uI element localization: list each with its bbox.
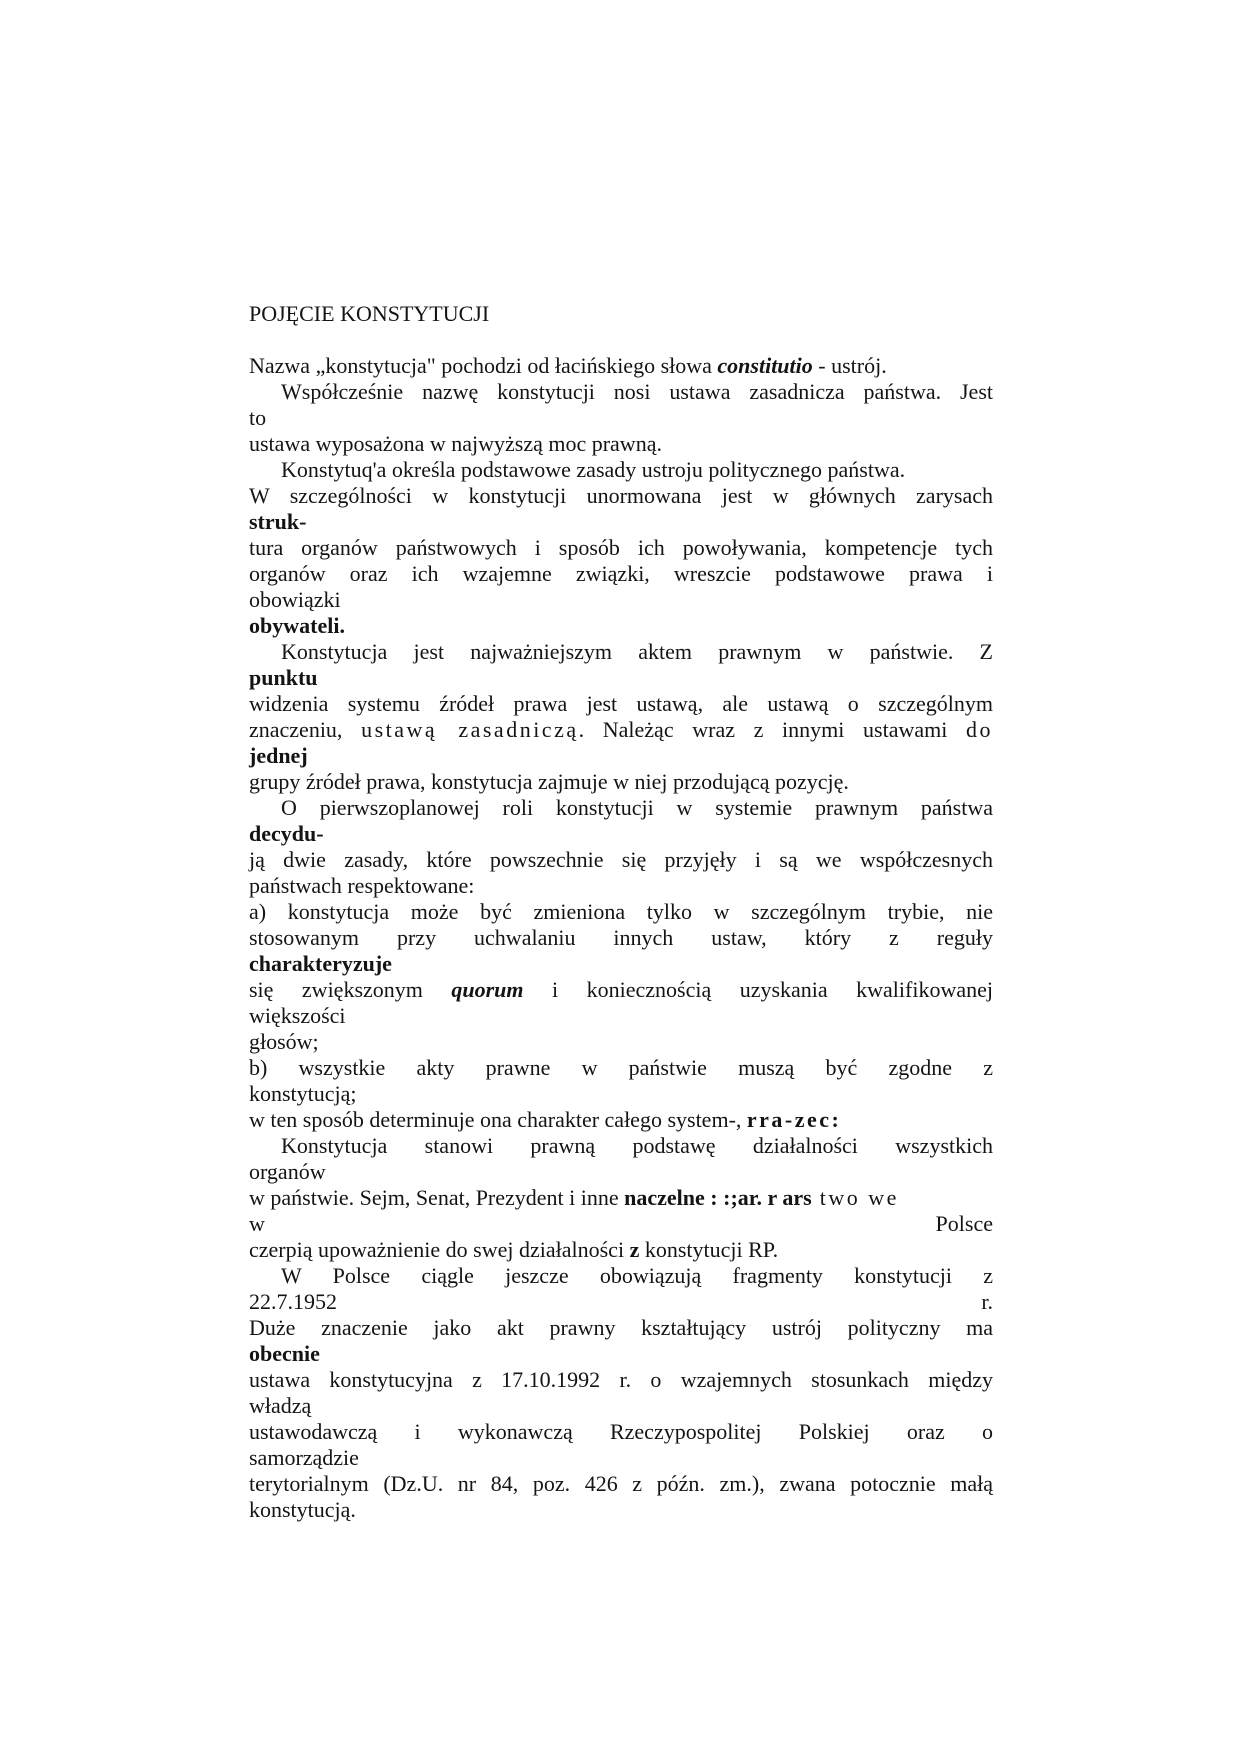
document-title: [249, 299, 993, 329]
text-run: i koniecznością uzyskania kwalifikowanej: [523, 977, 993, 1002]
text-line: to: [249, 405, 267, 430]
spaced-text: rra-zec:: [746, 1107, 842, 1132]
text-line: [249, 1211, 993, 1237]
text-line: ustawodawczą i wykonawczą Rzeczypospolitej Polskiej oraz o: [249, 1419, 993, 1444]
text-line: konstytucją.: [249, 1497, 356, 1522]
text-line: Duże znaczenie jako akt prawny kształtujący ustrój polityczny ma: [249, 1315, 993, 1340]
text-line: Konstytucja stanowi prawną podstawę działalności wszystkich: [281, 1133, 993, 1158]
text-line: charakteryzuje: [249, 951, 392, 976]
text-run: r.: [981, 1289, 993, 1314]
title-part1: POJĘCIE: [249, 301, 341, 326]
document-page: [249, 299, 993, 1523]
text-line: głosów;: [249, 1029, 319, 1054]
spaced-text: ustawą zasadniczą: [361, 717, 579, 742]
text-run: - ustrój.: [812, 353, 887, 378]
text-line: obywateli.: [249, 613, 345, 638]
text-line: państwach respektowane:: [249, 873, 475, 898]
text-line: [249, 353, 993, 379]
list-item-b: b) wszystkie akty prawne w państwie muszą być zgodne z: [249, 1055, 993, 1080]
text-line: Konstytucja jest najważniejszym aktem prawnym w państwie. Z: [281, 639, 993, 664]
text-run: w: [249, 1211, 265, 1236]
title-part2: KONSTYTUCJI: [340, 301, 490, 326]
text-line: ustawa wyposażona w najwyższą moc prawną.: [249, 431, 662, 456]
spaced-text: two we: [811, 1185, 899, 1210]
text-line: stosowanym przy uchwalaniu innych ustaw, który z reguły: [249, 925, 993, 950]
text-line: organów: [249, 1159, 326, 1184]
bold-text: naczelne : :;ar. r ars: [624, 1185, 812, 1210]
spaced-text: do: [966, 717, 994, 742]
text-line: [249, 977, 993, 1003]
text-line: [249, 1185, 993, 1211]
text-run: . Należąc wraz z innymi ustawami: [578, 717, 967, 742]
text-run: konstytucji RP.: [639, 1237, 779, 1262]
list-item-a: a) konstytucja może być zmieniona tylko w szczególnym trybie, nie: [249, 899, 993, 924]
text-line: widzenia systemu źródeł prawa jest ustawą, ale ustawą o szczególnym: [249, 691, 993, 716]
text-line: terytorialnym (Dz.U. nr 84, poz. 426 z późn. zm.), zwana potocznie małą: [249, 1471, 993, 1496]
text-line: ją dwie zasady, które powszechnie się przyjęły i są we współczesnych: [249, 847, 993, 872]
text-line: grupy źródeł prawa, konstytucja zajmuje w niej przodującą pozycję.: [249, 769, 849, 794]
text-run: Nazwa „konstytucja" pochodzi od łacińskiego słowa: [249, 353, 718, 378]
text-line: O pierwszoplanowej roli konstytucji w systemie prawnym państwa: [281, 795, 993, 820]
text-line: [249, 717, 993, 743]
bold-text: z: [629, 1237, 640, 1262]
text-line: struk-: [249, 509, 307, 534]
text-line: Współcześnie nazwę konstytucji nosi ustawa zasadnicza państwa. Jest: [281, 379, 993, 404]
text-run: Polsce: [935, 1211, 993, 1236]
italic-term: constitutio: [717, 353, 813, 378]
text-line: [249, 1237, 993, 1263]
text-line: Konstytuq'a określa podstawowe zasady ustroju politycznego państwa.: [281, 457, 906, 482]
text-line: władzą: [249, 1393, 312, 1418]
text-run: 22.7.1952: [249, 1289, 337, 1314]
text-line: [249, 1107, 993, 1133]
text-line: większości: [249, 1003, 346, 1028]
text-run: w ten sposób determinuje ona charakter całego system-,: [249, 1107, 747, 1132]
text-run: znaczeniu,: [249, 717, 362, 742]
text-run: czerpią upoważnienie do swej działalności: [249, 1237, 630, 1262]
text-run: w państwie. Sejm, Senat, Prezydent i inne: [249, 1185, 625, 1210]
text-line: samorządzie: [249, 1445, 359, 1470]
text-line: konstytucją;: [249, 1081, 357, 1106]
italic-term: quorum: [451, 977, 524, 1002]
text-line: W szczególności w konstytucji unormowana jest w głównych zarysach: [249, 483, 993, 508]
text-run: się zwiększonym: [249, 977, 452, 1002]
text-line: organów oraz ich wzajemne związki, wreszcie podstawowe prawa i: [249, 561, 993, 586]
text-line: [249, 1289, 993, 1315]
text-line: W Polsce ciągle jeszcze obowiązują fragmenty konstytucji z: [281, 1263, 993, 1288]
text-line: obowiązki: [249, 587, 341, 612]
text-line: jednej: [249, 743, 308, 768]
text-line: tura organów państwowych i sposób ich powoływania, kompetencje tych: [249, 535, 993, 560]
text-line: punktu: [249, 665, 318, 690]
text-line: decydu-: [249, 821, 324, 846]
text-line: obecnie: [249, 1341, 320, 1366]
text-line: ustawa konstytucyjna z 17.10.1992 r. o wzajemnych stosunkach między: [249, 1367, 993, 1392]
